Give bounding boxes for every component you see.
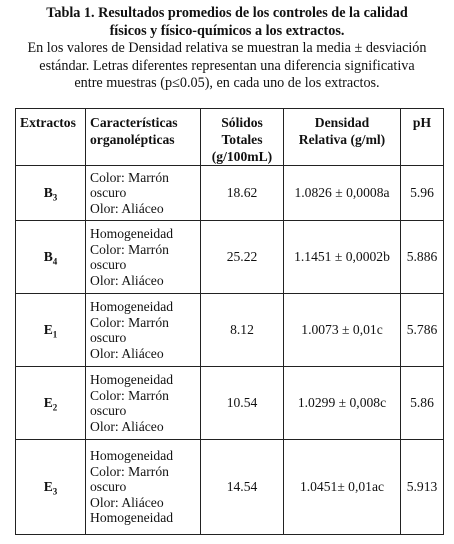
header-caracteristicas [86,109,201,166]
caracteristica-line: oscuro [90,403,127,418]
cell-extracto [16,440,86,535]
extracto-letter: B [43,249,53,265]
table-row [16,221,444,294]
extracto-letter: E [43,395,53,411]
header-caracteristicas-line-1: Características [90,115,178,130]
caption-title-line-2: físicos y físico-químicos a los extractos. [109,22,345,39]
header-ph [401,109,444,166]
cell-densidad: 1.1451 ± 0,0002b [284,221,401,294]
table-caption [4,5,450,93]
cell-densidad: 1.0299 ± 0,008c [284,367,401,440]
caption-note-line-3: entre muestras (p≤0.05), en cada uno de los extractos. [74,75,380,92]
cell-ph: 5.96 [401,166,444,221]
caracteristica-line: Olor: Aliáceo [90,418,164,434]
header-solidos-line-1: Sólidos [221,115,263,130]
caracteristica-line: Color: Marrón [90,463,169,479]
caracteristica-line: oscuro [90,330,127,345]
extracto-letter: B [43,185,53,201]
header-extractos-label: Extractos [20,115,76,130]
cell-extracto [16,166,86,221]
cell-extracto [16,367,86,440]
results-table [15,108,444,535]
extracto-subscript: 3 [52,192,58,203]
caracteristica-line: Homogeneidad [90,510,174,526]
extracto-letter: E [43,479,53,495]
caption-title-line-1: Tabla 1. Resultados promedios de los controles de la calidad [46,5,408,21]
cell-extracto [16,221,86,294]
caption-note [4,40,450,93]
caracteristica-line: Homogeneidad [90,372,174,387]
cell-densidad: 1.0826 ± 0,0008a [284,166,401,221]
caption-note-line-1: En los valores de Densidad relativa se muestran la media ± desviación [27,40,427,57]
caracteristica-line: Color: Marrón [90,169,169,185]
extracto-subscript: 3 [52,486,58,497]
header-solidos-line-3: (g/100mL) [211,149,273,164]
caracteristica-line: Color: Marrón [90,241,169,257]
caption-note-line-2: estándar. Letras diferentes representan una diferencia significativa [39,57,415,74]
header-densidad-line-2: Relativa (g/ml) [298,132,386,147]
header-ph-label: pH [412,115,432,130]
extracto-subscript: 4 [52,256,58,267]
cell-caracteristicas [86,166,201,221]
extracto-subscript: 1 [52,329,58,340]
caracteristica-line: Homogeneidad [90,226,174,241]
cell-caracteristicas [86,221,201,294]
caracteristica-line: Color: Marrón [90,314,169,330]
extracto-subscript: 2 [52,402,58,413]
caracteristica-line: Olor: Aliáceo [90,272,164,288]
cell-solidos: 14.54 [201,440,284,535]
caracteristica-line: oscuro [90,185,127,201]
header-densidad [284,109,401,166]
caracteristica-line: Homogeneidad [90,299,174,314]
extracto-letter: E [43,322,53,338]
cell-ph: 5.913 [401,440,444,535]
cell-densidad: 1.0451± 0,01ac [284,440,401,535]
caracteristica-line: oscuro [90,257,127,272]
caracteristica-line: Olor: Aliáceo [90,200,164,216]
cell-caracteristicas [86,367,201,440]
header-caracteristicas-line-2: organolépticas [90,132,175,147]
table-row [16,166,444,221]
header-solidos [201,109,284,166]
cell-ph: 5.86 [401,367,444,440]
cell-solidos: 18.62 [201,166,284,221]
cell-densidad: 1.0073 ± 0,01c [284,294,401,367]
caracteristica-line: Homogeneidad [90,448,174,464]
table-row [16,440,444,535]
cell-solidos: 25.22 [201,221,284,294]
table-row [16,294,444,367]
cell-ph: 5.786 [401,294,444,367]
header-extractos [16,109,86,166]
caracteristica-line: oscuro [90,479,127,495]
header-row [16,109,444,166]
caracteristica-line: Olor: Aliáceo [90,494,164,510]
cell-caracteristicas [86,440,201,535]
cell-solidos: 8.12 [201,294,284,367]
caracteristica-line: Color: Marrón [90,387,169,403]
cell-ph: 5.886 [401,221,444,294]
caracteristica-line: Olor: Aliáceo [90,345,164,361]
caption-title [4,5,450,40]
header-solidos-line-2: Totales [221,132,263,147]
table-row [16,367,444,440]
cell-caracteristicas [86,294,201,367]
cell-extracto [16,294,86,367]
cell-solidos: 10.54 [201,367,284,440]
header-densidad-line-1: Densidad [314,115,370,130]
